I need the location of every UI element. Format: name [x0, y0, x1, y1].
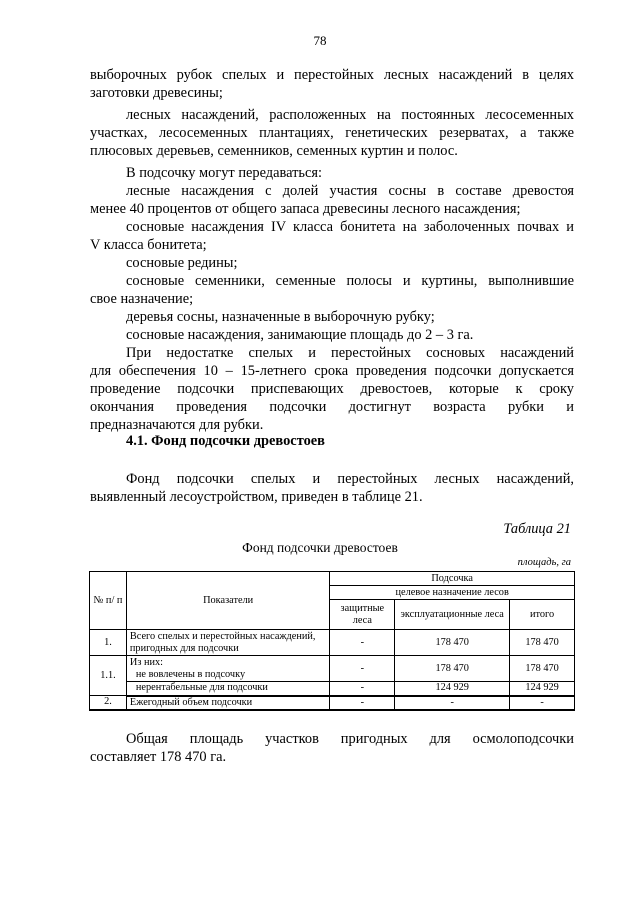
row-num: 2. — [90, 696, 127, 710]
row-total: - — [510, 696, 575, 710]
row-num: 1. — [90, 630, 127, 656]
body-line: В подсочку могут передаваться: — [126, 165, 322, 181]
row-label — [126, 656, 329, 682]
body-line: проведение подсочки приспевающих древостоев, которые к сроку — [90, 381, 574, 397]
body-line: для обеспечения 10 – 15-летнего срока проведения подсочки допускается — [90, 363, 574, 379]
row-total: 178 470 — [510, 630, 575, 656]
body-line: сосновые насаждения IV класса бонитета на заболоченных почвах и — [126, 219, 574, 235]
body-line: менее 40 процентов от общего запаса древесины лесного насаждения; — [90, 201, 521, 217]
body-line: свое назначение; — [90, 291, 194, 307]
closing-line: Общая площадь участков пригодных для осмолоподсочки — [126, 731, 574, 747]
closing-line: составляет 178 470 га. — [90, 749, 227, 765]
row-exploitation: 124 929 — [395, 682, 510, 696]
header-protective: защитные леса — [330, 600, 395, 630]
row-label: нерентабельные для подсочки — [126, 682, 329, 696]
intro-line: Фонд подсочки спелых и перестойных лесных насаждений, — [126, 471, 574, 487]
data-table — [89, 571, 575, 711]
table-unit: площадь, га — [517, 557, 571, 568]
body-line: сосновые редины; — [126, 255, 238, 271]
page-number: 78 — [313, 33, 327, 48]
header-num: № п/ п — [90, 572, 127, 630]
body-line: участках, лесосеменных плантациях, генетических резерватах, а также — [90, 125, 574, 141]
body-line: лесных насаждений, расположенных на постоянных лесосеменных — [126, 107, 574, 123]
body-line: плюсовых деревьев, семенников, семенных куртин и полос. — [90, 143, 458, 159]
row-protective: - — [330, 656, 395, 682]
body-line: V класса бонитета; — [90, 237, 207, 253]
row-protective: - — [330, 696, 395, 710]
body-line: предназначаются для рубки. — [90, 417, 264, 433]
row-protective: - — [330, 682, 395, 696]
row-total: 178 470 — [510, 656, 575, 682]
header-group: Подсочка — [330, 572, 575, 586]
body-line: сосновые семенники, семенные полосы и куртины, выполнившие — [126, 273, 574, 289]
body-line: заготовки древесины; — [90, 85, 223, 101]
row-label: Ежегодный объем подсочки — [126, 696, 329, 710]
body-line: выборочных рубок спелых и перестойных лесных насаждений в целях — [90, 67, 574, 83]
section-heading: 4.1. Фонд подсочки древостоев — [126, 433, 325, 449]
row-total: 124 929 — [510, 682, 575, 696]
body-line: деревья сосны, назначенные в выборочную рубку; — [126, 309, 435, 325]
row-sublabel: не вовлечены в подсочку — [135, 668, 246, 680]
body-line: лесные насаждения с долей участия сосны в составе древостоя — [126, 183, 574, 199]
header-indicators: Показатели — [126, 572, 329, 630]
header-subgroup: целевое назначение лесов — [330, 586, 575, 600]
row-label: Всего спелых и перестойных насаждений, пригодных для подсочки — [126, 630, 329, 656]
row-exploitation: 178 470 — [395, 656, 510, 682]
intro-line: выявленный лесоустройством, приведен в таблице 21. — [90, 489, 423, 505]
body-line: окончания проведения подсочки достигнут возраста рубки и — [90, 399, 574, 415]
row-label-prefix: Из них: — [129, 656, 164, 668]
table-row — [90, 656, 575, 682]
row-exploitation: 178 470 — [395, 630, 510, 656]
table-row — [90, 630, 575, 656]
table-caption: Фонд подсочки древостоев — [242, 540, 398, 555]
table-row — [90, 696, 575, 710]
row-protective: - — [330, 630, 395, 656]
table-number: Таблица 21 — [503, 521, 571, 537]
body-line: сосновые насаждения, занимающие площадь до 2 – 3 га. — [126, 327, 474, 343]
header-total: итого — [510, 600, 575, 630]
row-num: 1.1. — [90, 656, 127, 696]
body-line: При недостатке спелых и перестойных сосновых насаждений — [126, 345, 574, 361]
header-exploitation: эксплуатационные леса — [395, 600, 510, 630]
table-row — [90, 682, 575, 696]
row-exploitation: - — [395, 696, 510, 710]
